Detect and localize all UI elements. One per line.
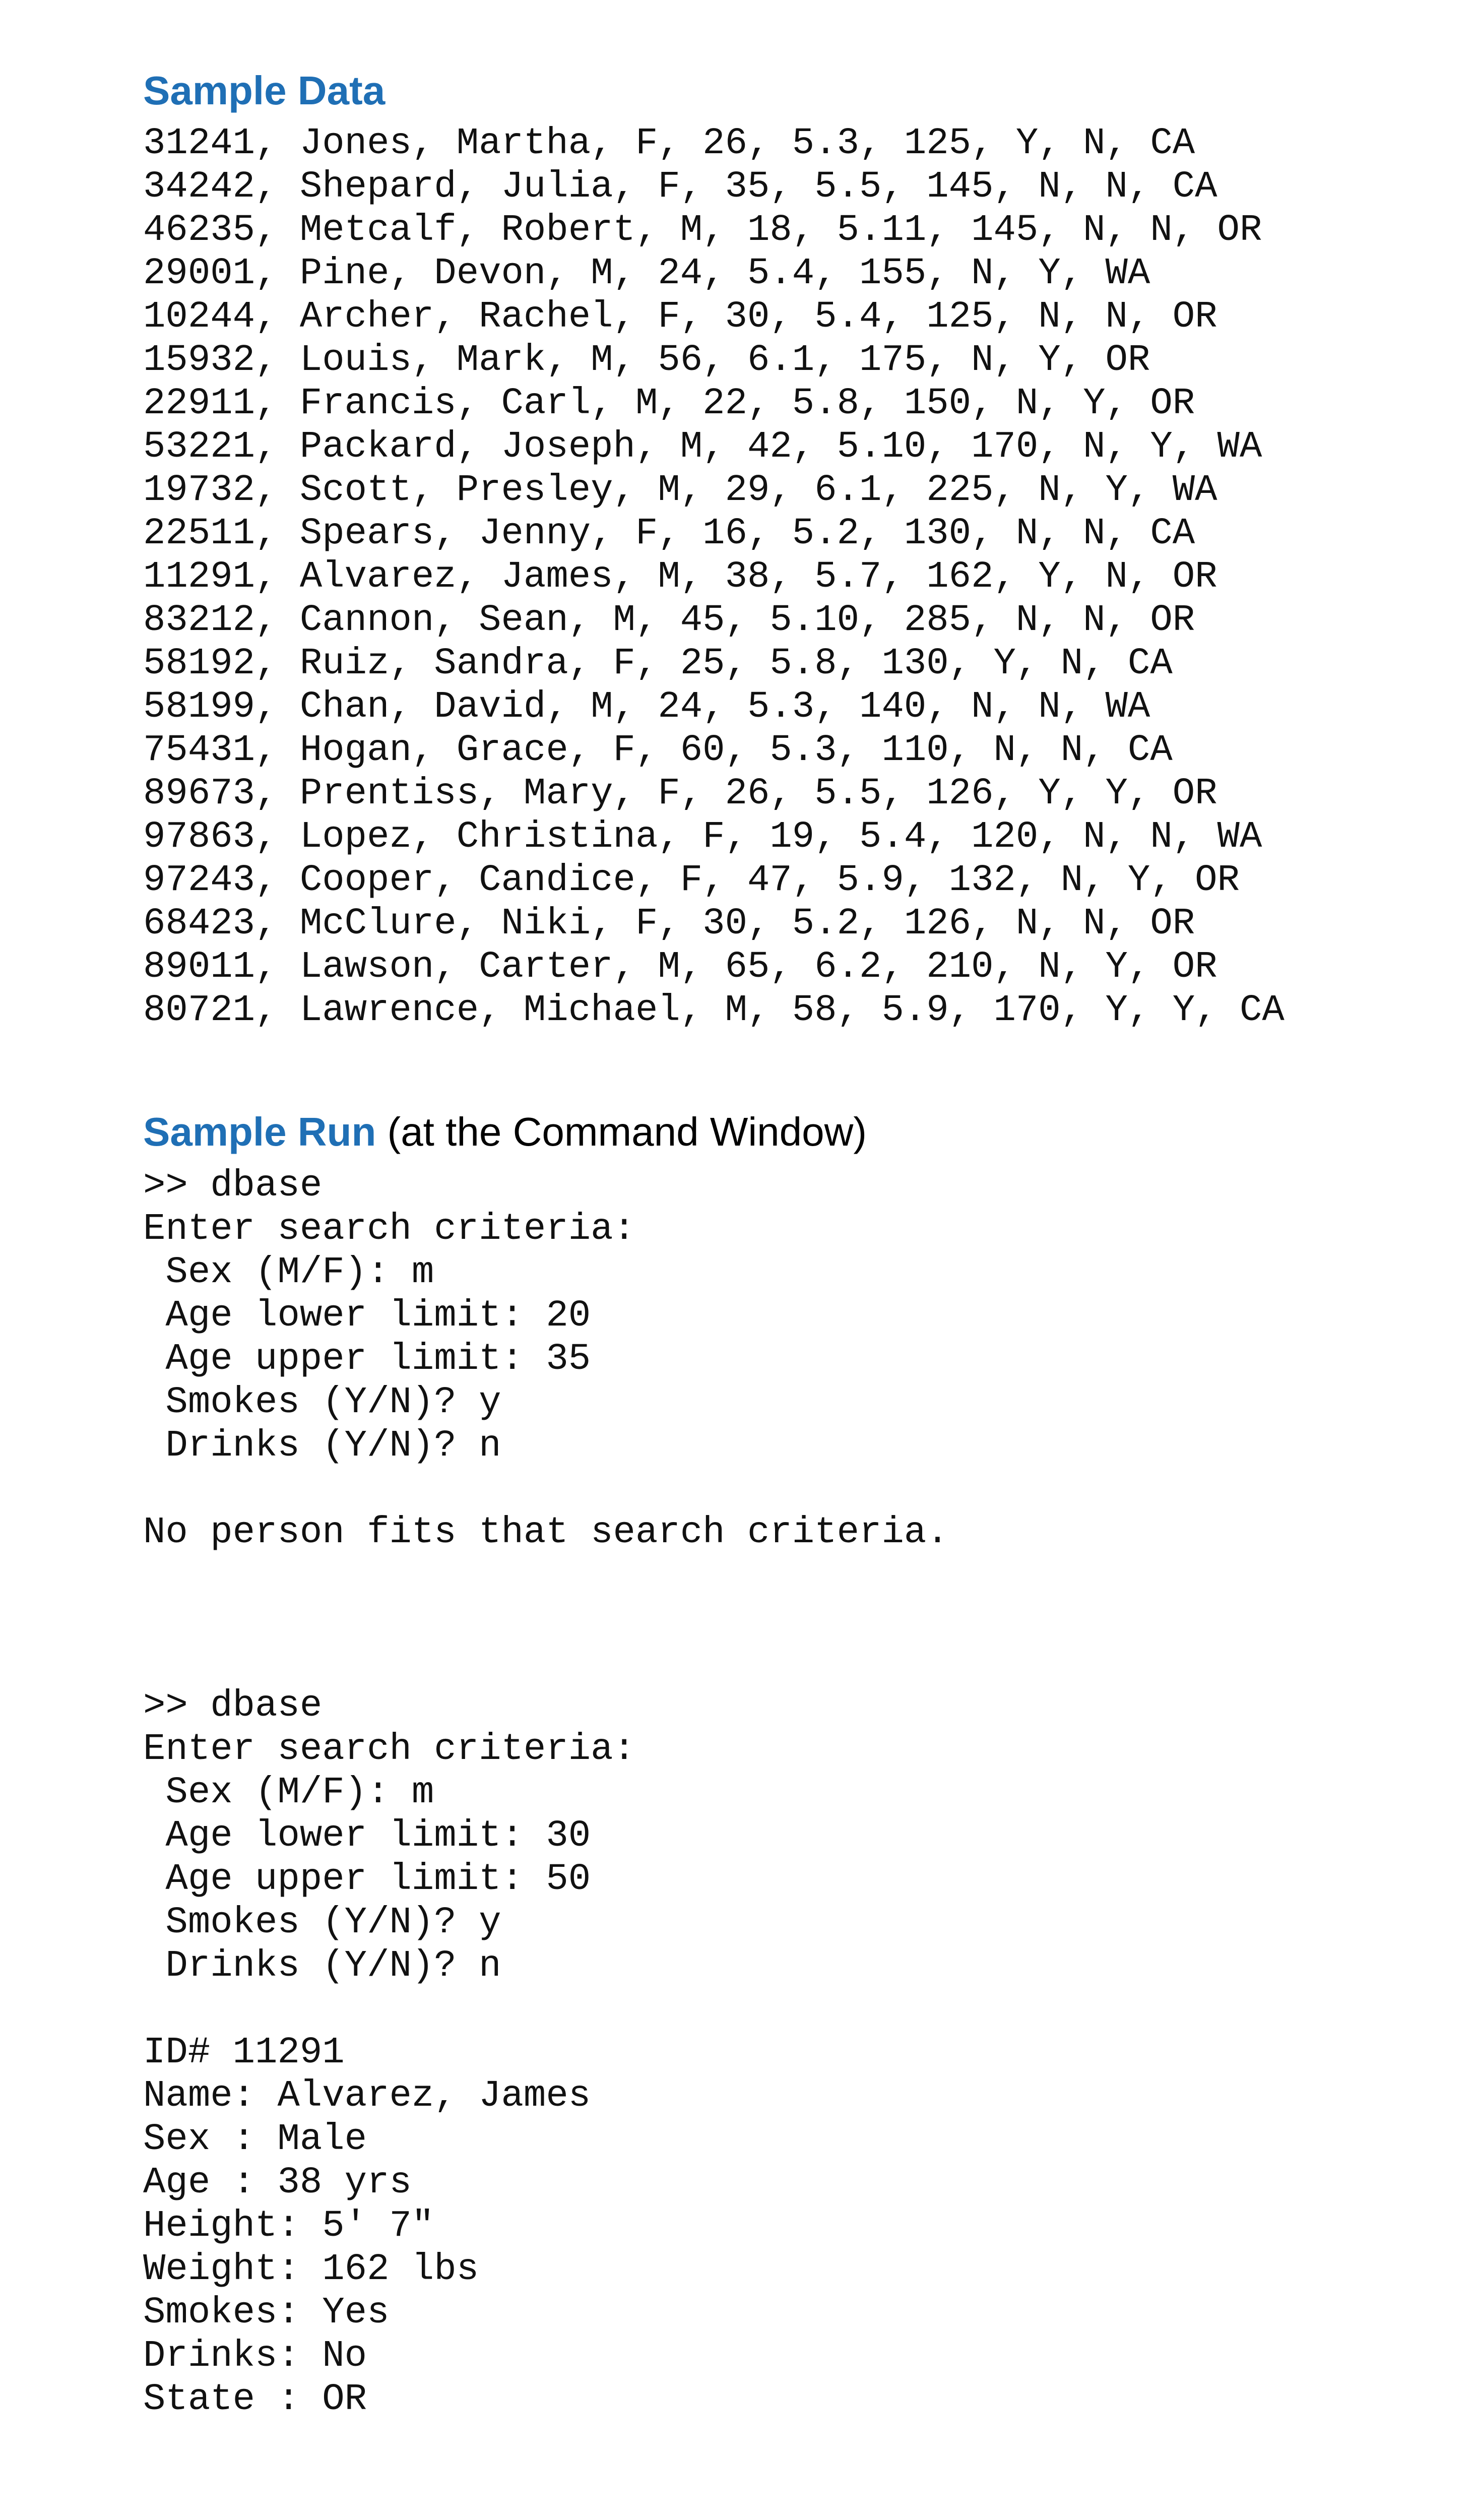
- result-line: Weight: 162 lbs: [143, 2248, 479, 2291]
- data-record: 34242, Shepard, Julia, F, 35, 5.5, 145, N, N, CA: [143, 166, 1217, 208]
- sample-data-records: [143, 122, 1403, 1032]
- result-line: Age : 38 yrs: [143, 2162, 412, 2204]
- spacer: [143, 1468, 1403, 1511]
- input-line: Drinks (Y/N)? n: [143, 1425, 501, 1467]
- command-line: >> dbase: [143, 1165, 323, 1207]
- input-line: Smokes (Y/N)? y: [143, 1381, 501, 1424]
- sample-run-1: [143, 1164, 1403, 1554]
- data-record: 53221, Packard, Joseph, M, 42, 5.10, 170, N, Y, WA: [143, 426, 1262, 468]
- input-line: Age upper limit: 35: [143, 1338, 591, 1380]
- data-record: 22911, Francis, Carl, M, 22, 5.8, 150, N, Y, OR: [143, 383, 1195, 425]
- spacer: [143, 1988, 1403, 2031]
- data-record: 31241, Jones, Martha, F, 26, 5.3, 125, Y, N, CA: [143, 122, 1195, 165]
- input-line: Drinks (Y/N)? n: [143, 1945, 501, 1987]
- sample-run-title: Sample Run: [143, 1109, 376, 1154]
- sample-data-title: Sample Data: [143, 68, 386, 113]
- data-record: 11291, Alvarez, James, M, 38, 5.7, 162, Y, N, OR: [143, 556, 1217, 598]
- data-record: 15932, Louis, Mark, M, 56, 6.1, 175, N, Y, OR: [143, 339, 1150, 382]
- result-line: No person fits that search criteria.: [143, 1511, 949, 1554]
- sample-run-2: [143, 1684, 1403, 2421]
- input-line: Smokes (Y/N)? y: [143, 1902, 501, 1944]
- input-line: Age lower limit: 20: [143, 1295, 591, 1337]
- result-line: Sex : Male: [143, 2118, 367, 2161]
- data-record: 19732, Scott, Presley, M, 29, 6.1, 225, N, Y, WA: [143, 469, 1217, 512]
- data-record: 58199, Chan, David, M, 24, 5.3, 140, N, N, WA: [143, 686, 1150, 728]
- sample-run-note: (at the Command Window): [387, 1109, 867, 1154]
- input-line: Age upper limit: 50: [143, 1858, 591, 1901]
- data-record: 10244, Archer, Rachel, F, 30, 5.4, 125, N, N, OR: [143, 296, 1217, 338]
- data-record: 89673, Prentiss, Mary, F, 26, 5.5, 126, Y, Y, OR: [143, 773, 1217, 815]
- data-record: 97243, Cooper, Candice, F, 47, 5.9, 132, N, Y, OR: [143, 859, 1240, 902]
- data-record: 80721, Lawrence, Michael, M, 58, 5.9, 170, Y, Y, CA: [143, 989, 1285, 1032]
- data-record: 58192, Ruiz, Sandra, F, 25, 5.8, 130, Y, N, CA: [143, 643, 1173, 685]
- data-record: 46235, Metcalf, Robert, M, 18, 5.11, 145, N, N, OR: [143, 209, 1262, 251]
- data-record: 97863, Lopez, Christina, F, 19, 5.4, 120, N, N, WA: [143, 816, 1262, 858]
- prompt-line: Enter search criteria:: [143, 1728, 635, 1771]
- sample-run-heading: [143, 1107, 1403, 1157]
- prompt-line: Enter search criteria:: [143, 1208, 635, 1250]
- command-line: >> dbase: [143, 1685, 323, 1727]
- sample-data-heading: [143, 66, 1403, 116]
- result-line: Name: Alvarez, James: [143, 2075, 591, 2117]
- document-page: [143, 66, 1403, 2421]
- result-line: Smokes: Yes: [143, 2292, 390, 2334]
- data-record: 89011, Lawson, Carter, M, 65, 6.2, 210, N, Y, OR: [143, 946, 1217, 988]
- result-line: ID# 11291: [143, 2032, 345, 2074]
- data-record: 22511, Spears, Jenny, F, 16, 5.2, 130, N, N, CA: [143, 513, 1195, 555]
- input-line: Sex (M/F): m: [143, 1772, 434, 1814]
- input-line: Age lower limit: 30: [143, 1815, 591, 1857]
- result-line: Drinks: No: [143, 2335, 367, 2377]
- spacer: [143, 1554, 1403, 1684]
- data-record: 29001, Pine, Devon, M, 24, 5.4, 155, N, Y, WA: [143, 253, 1150, 295]
- data-record: 75431, Hogan, Grace, F, 60, 5.3, 110, N, N, CA: [143, 729, 1173, 772]
- input-line: Sex (M/F): m: [143, 1251, 434, 1294]
- result-line: State : OR: [143, 2378, 367, 2421]
- result-line: Height: 5' 7": [143, 2205, 434, 2247]
- data-record: 83212, Cannon, Sean, M, 45, 5.10, 285, N, N, OR: [143, 599, 1195, 642]
- data-record: 68423, McClure, Niki, F, 30, 5.2, 126, N, N, OR: [143, 903, 1195, 945]
